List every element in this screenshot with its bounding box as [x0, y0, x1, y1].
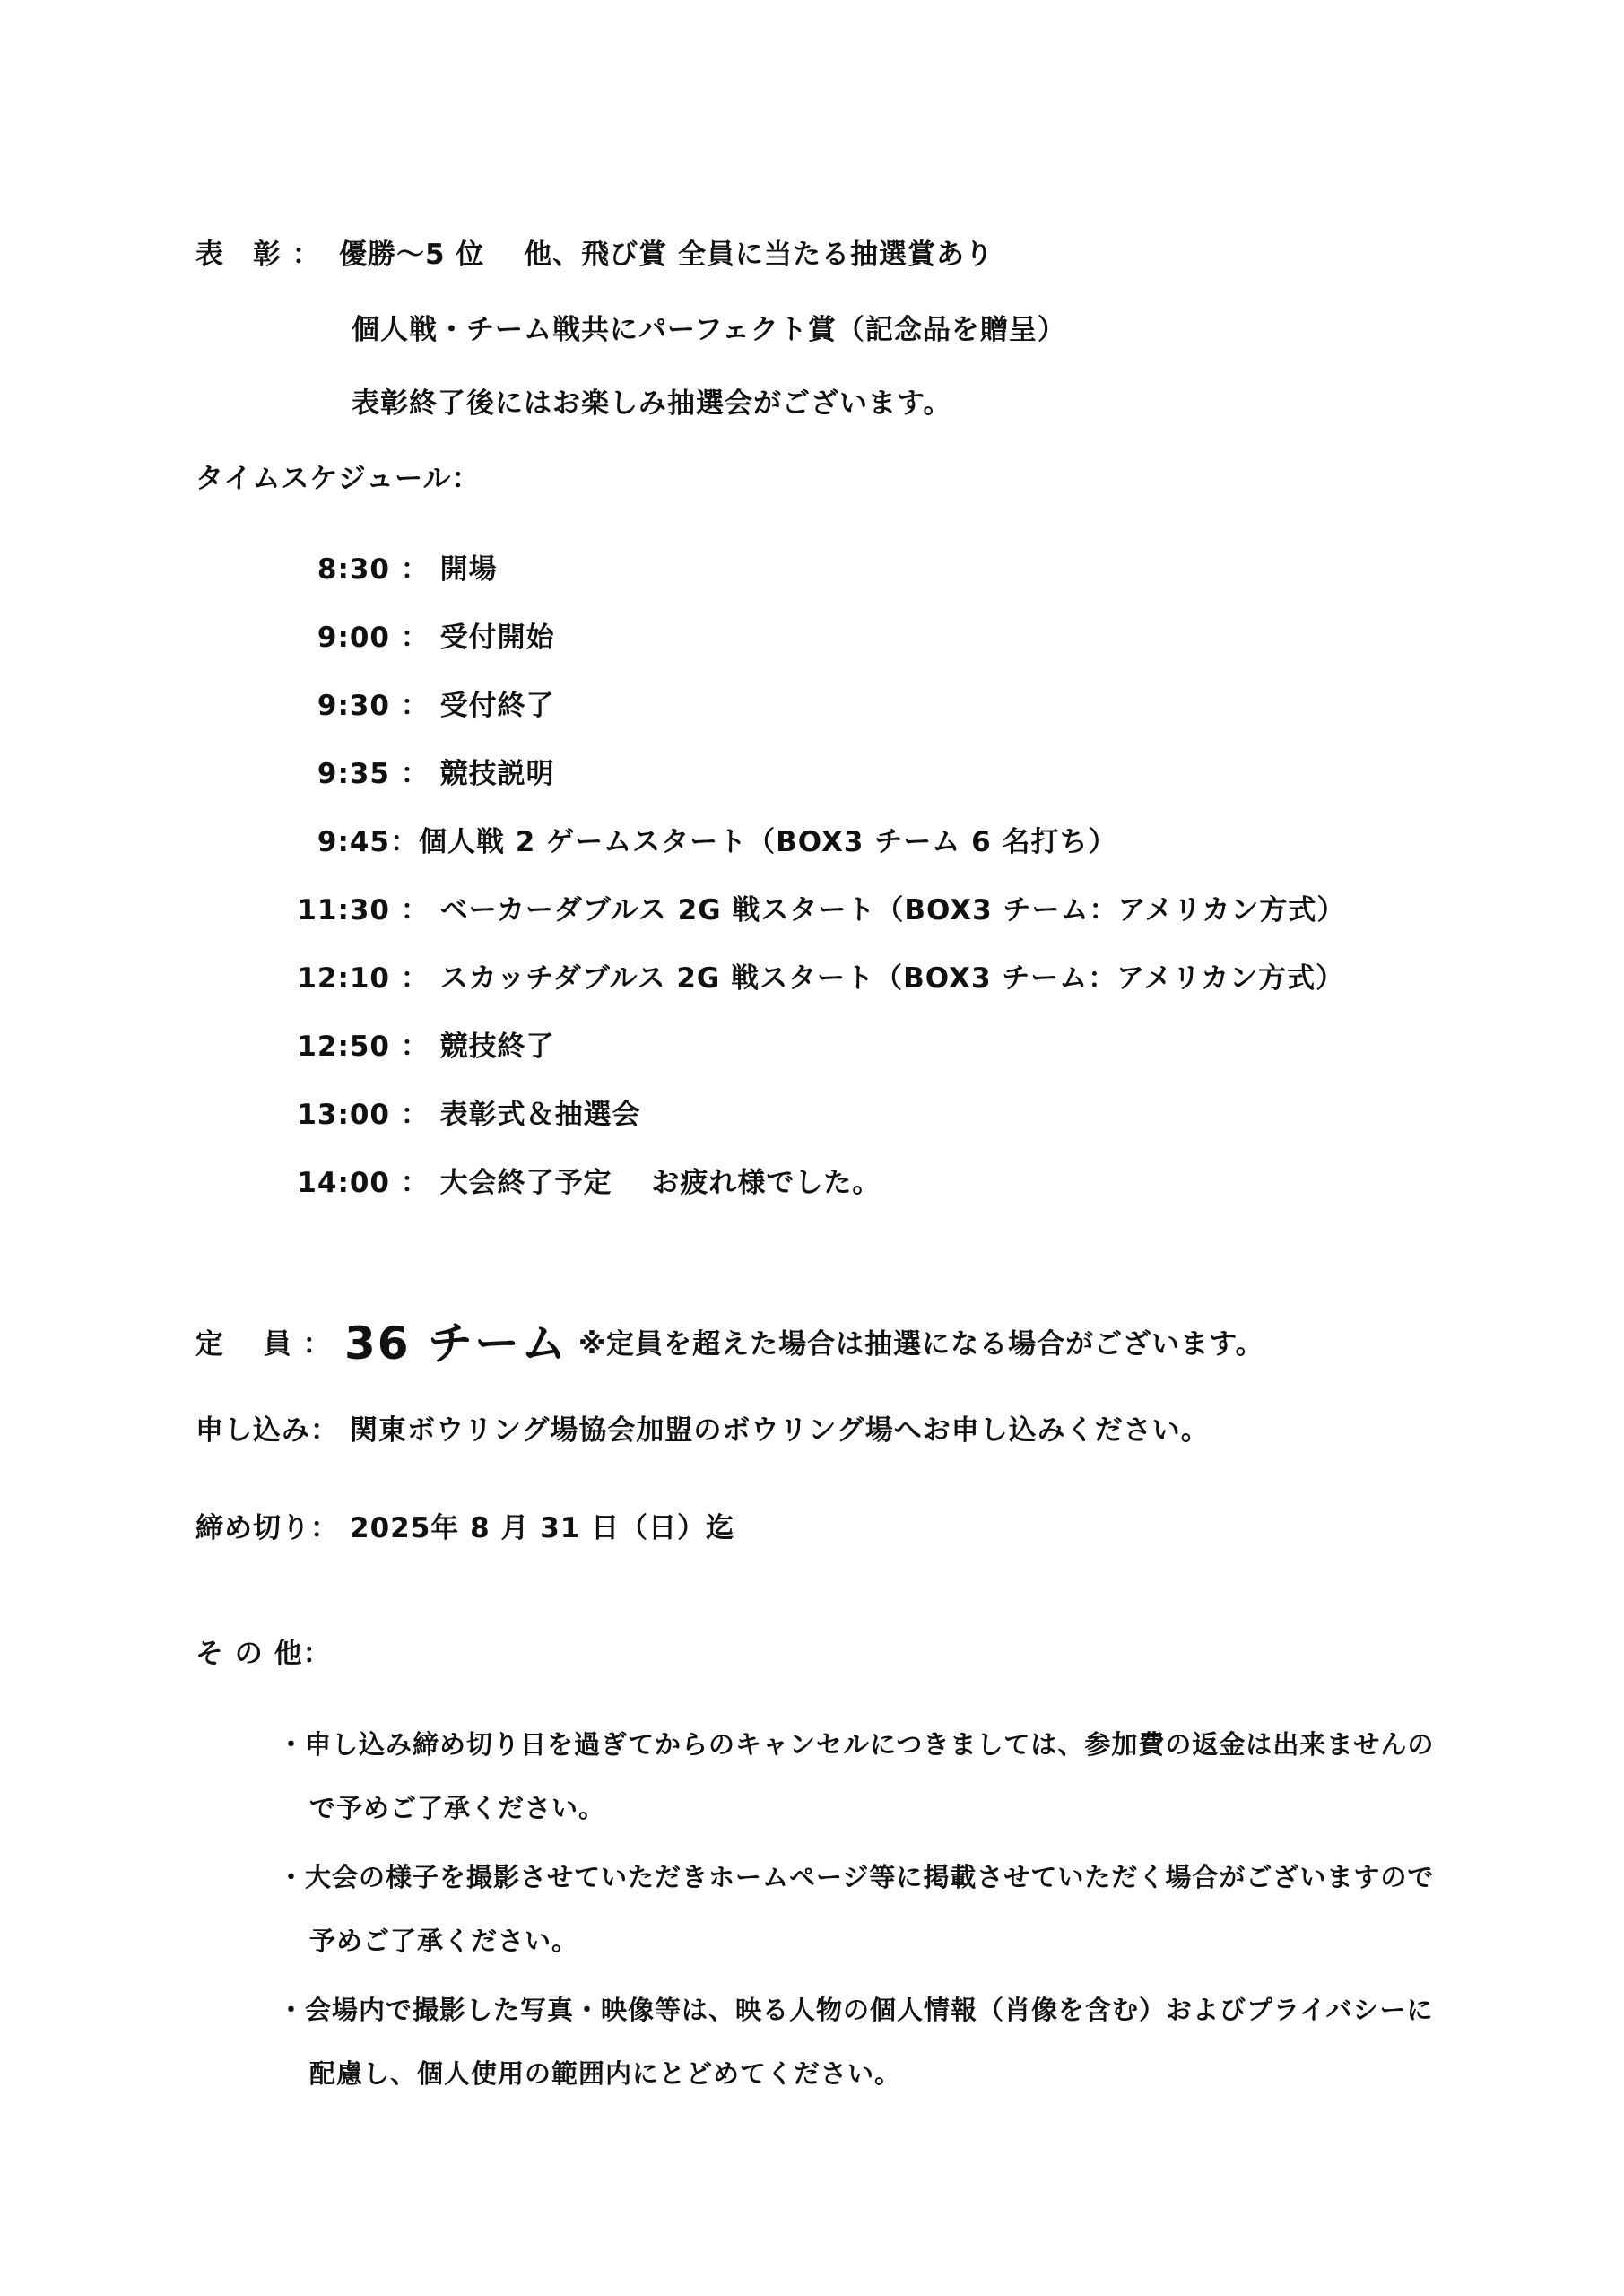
application-text: 関東ボウリング場協会加盟のボウリング場へお申し込みください。 [350, 1414, 1210, 1447]
schedule-desc: ベーカーダブルス 2G 戦スタート（BOX3 チーム：アメリカン方式） [439, 894, 1346, 926]
schedule-item: 12:50 ： 競技終了 [260, 1029, 555, 1065]
capacity-note: ※定員を超えた場合は抽選になる場合がございます。 [578, 1328, 1264, 1361]
schedule-item: 8:30 ： 開場 [260, 552, 498, 587]
schedule-time: 12:10 [297, 962, 390, 995]
other-item-3-line-1: ・会場内で撮影した写真・映像等は、映る人物の個人情報（肖像を含む）およびプライバシーに [278, 1995, 1434, 2025]
schedule-time: 9:35 [317, 758, 390, 790]
awards-label: 表 彰 ： [195, 239, 321, 271]
other-item-3-line-2: 配慮し、個人使用の範囲内にとどめてください。 [309, 2058, 902, 2089]
schedule-desc: 競技終了 [439, 1031, 555, 1063]
schedule-heading: タイムスケジュール： [195, 463, 481, 495]
schedule-item: 9:00 ： 受付開始 [260, 620, 555, 656]
deadline-label: 締め切り： [195, 1512, 339, 1544]
schedule-desc: 大会終了予定 お疲れ様でした。 [439, 1167, 881, 1199]
application-label: 申し込み： [195, 1414, 339, 1447]
awards-line-2: 個人戦・チーム戦共にパーフェクト賞（記念品を贈呈） [352, 314, 1066, 346]
schedule-desc: 受付開始 [439, 622, 555, 654]
deadline-text: 2025年 8 月 31 日（日）迄 [350, 1512, 735, 1544]
application-line [195, 1413, 1210, 1448]
capacity-label: 定 員 ： [195, 1328, 332, 1361]
awards-line-1 [195, 237, 994, 273]
schedule-item: 9:35 ： 競技説明 [260, 756, 555, 792]
schedule-desc: 開場 [439, 553, 498, 586]
other-heading: そ の 他： [195, 1638, 332, 1670]
awards-line-3: 表彰終了後にはお楽しみ抽選会がございます。 [352, 387, 952, 420]
schedule-time: 9:45 [317, 826, 390, 858]
other-item-1-line-1: ・申し込み締め切り日を過ぎてからのキャンセルにつきましては、参加費の返金は出来ませんの [278, 1729, 1435, 1760]
schedule-desc: スカッチダブルス 2G 戦スタート（BOX3 チーム：アメリカン方式） [439, 962, 1345, 995]
schedule-item: 14:00 ： 大会終了予定 お疲れ様でした。 [260, 1165, 881, 1201]
schedule-time: 14:00 [297, 1167, 390, 1199]
schedule-item: 9:45：個人戦 2 ゲームスタート（BOX3 チーム 6 名打ち） [260, 824, 1116, 860]
schedule-item: 13:00 ： 表彰式＆抽選会 [260, 1097, 641, 1133]
other-item-2-line-2: 予めご了承ください。 [309, 1926, 579, 1956]
schedule-time: 11:30 [297, 894, 390, 926]
capacity-line [195, 1318, 1264, 1369]
schedule-time: 8:30 [317, 553, 390, 586]
schedule-time: 9:30 [317, 690, 390, 722]
schedule-time: 13:00 [297, 1099, 390, 1131]
schedule-desc: 個人戦 2 ゲームスタート（BOX3 チーム 6 名打ち） [419, 826, 1117, 858]
schedule-desc: 競技説明 [439, 758, 555, 790]
schedule-item: 9:30 ： 受付終了 [260, 688, 555, 724]
schedule-item: 11:30 ： ベーカーダブルス 2G 戦スタート（BOX3 チーム：アメリカン方式） [260, 892, 1345, 928]
schedule-time: 9:00 [317, 622, 390, 654]
other-item-1-line-2: で予めご了承ください。 [309, 1793, 606, 1823]
schedule-item: 12:10 ： スカッチダブルス 2G 戦スタート（BOX3 チーム：アメリカン方式） [260, 961, 1344, 996]
schedule-desc: 受付終了 [439, 690, 555, 722]
deadline-line [195, 1510, 734, 1546]
schedule-time: 12:50 [297, 1031, 390, 1063]
awards-text-1: 優勝～5 位 他、飛び賞 全員に当たる抽選賞あり [339, 239, 994, 271]
other-item-2-line-1: ・大会の様子を撮影させていただきホームページ等に掲載させていただく場合がございますので [278, 1862, 1435, 1892]
schedule-desc: 表彰式＆抽選会 [439, 1099, 641, 1131]
capacity-value: 36 チーム [344, 1318, 568, 1370]
